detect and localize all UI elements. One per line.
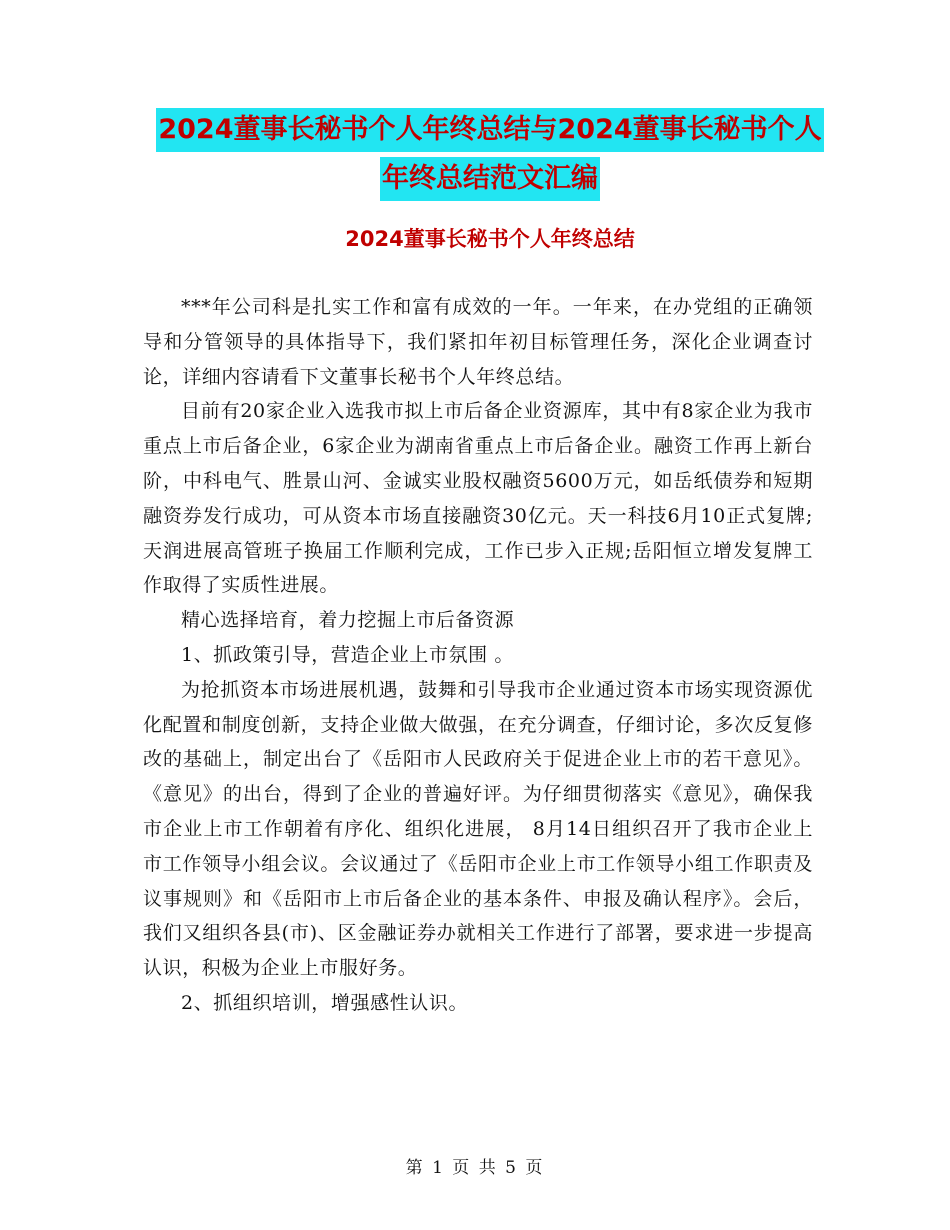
- paragraph: ***年公司科是扎实工作和富有成效的一年。一年来，在办党组的正确领导和分管领导的具体指导下，我们紧扣年初目标管理任务，深化企业调查讨论，详细内容请看下文董事长秘书个人年终总结。: [143, 296, 813, 388]
- section-title: 2024董事长秘书个人年终总结: [345, 227, 635, 251]
- title-line-2: 年终总结范文汇编: [380, 157, 600, 201]
- paragraph: 目前有20家企业入选我市拟上市后备企业资源库，其中有8家企业为我市重点上市后备企业，6家企业为湖南省重点上市后备企业。融资工作再上新台阶，中科电气、胜景山河、金诚实业股权融资5600万元，如岳纸债券和短期融资券发行成功，可从资本市场直接融资30亿元。天一科技6月10正式复牌;天润进展高管班子换届工作顺利完成，工作已步入正规;岳阳恒立增发复牌工作取得了实质性进展。: [143, 400, 813, 597]
- document-title: [140, 108, 840, 204]
- title-line-1: 2024董事长秘书个人年终总结与2024董事长秘书个人: [156, 108, 823, 152]
- paragraph: 1、抓政策引导，营造企业上市氛围 。: [181, 643, 514, 666]
- paragraph: 为抢抓资本市场进展机遇，鼓舞和引导我市企业通过资本市场实现资源优化配置和制度创新，支持企业做大做强，在充分调查，仔细讨论，多次反复修改的基础上，制定出台了《岳阳市人民政府关于促进企业上市的若干意见》。《意见》的出台，得到了企业的普遍好评。为仔细贯彻落实《意见》，确保我市企业上市工作朝着有序化、组织化进展， 8月14日组织召开了我市企业上市工作领导小组会议。会议通过了《岳阳市企业上市工作领导小组工作职责及议事规则》和《岳阳市上市后备企业的基本条件、申报及确认程序》。会后，我们又组织各县(市)、区金融证券办就相关工作进行了部署，要求进一步提高认识，积极为企业上市服好务。: [143, 678, 813, 980]
- paragraph: 精心选择培育，着力挖掘上市后备资源: [181, 609, 515, 632]
- paragraph: 2、抓组织培训，增强感性认识。: [181, 991, 469, 1014]
- page-footer: 第 1 页 共 5 页: [405, 1158, 545, 1178]
- body-text: [143, 290, 813, 1021]
